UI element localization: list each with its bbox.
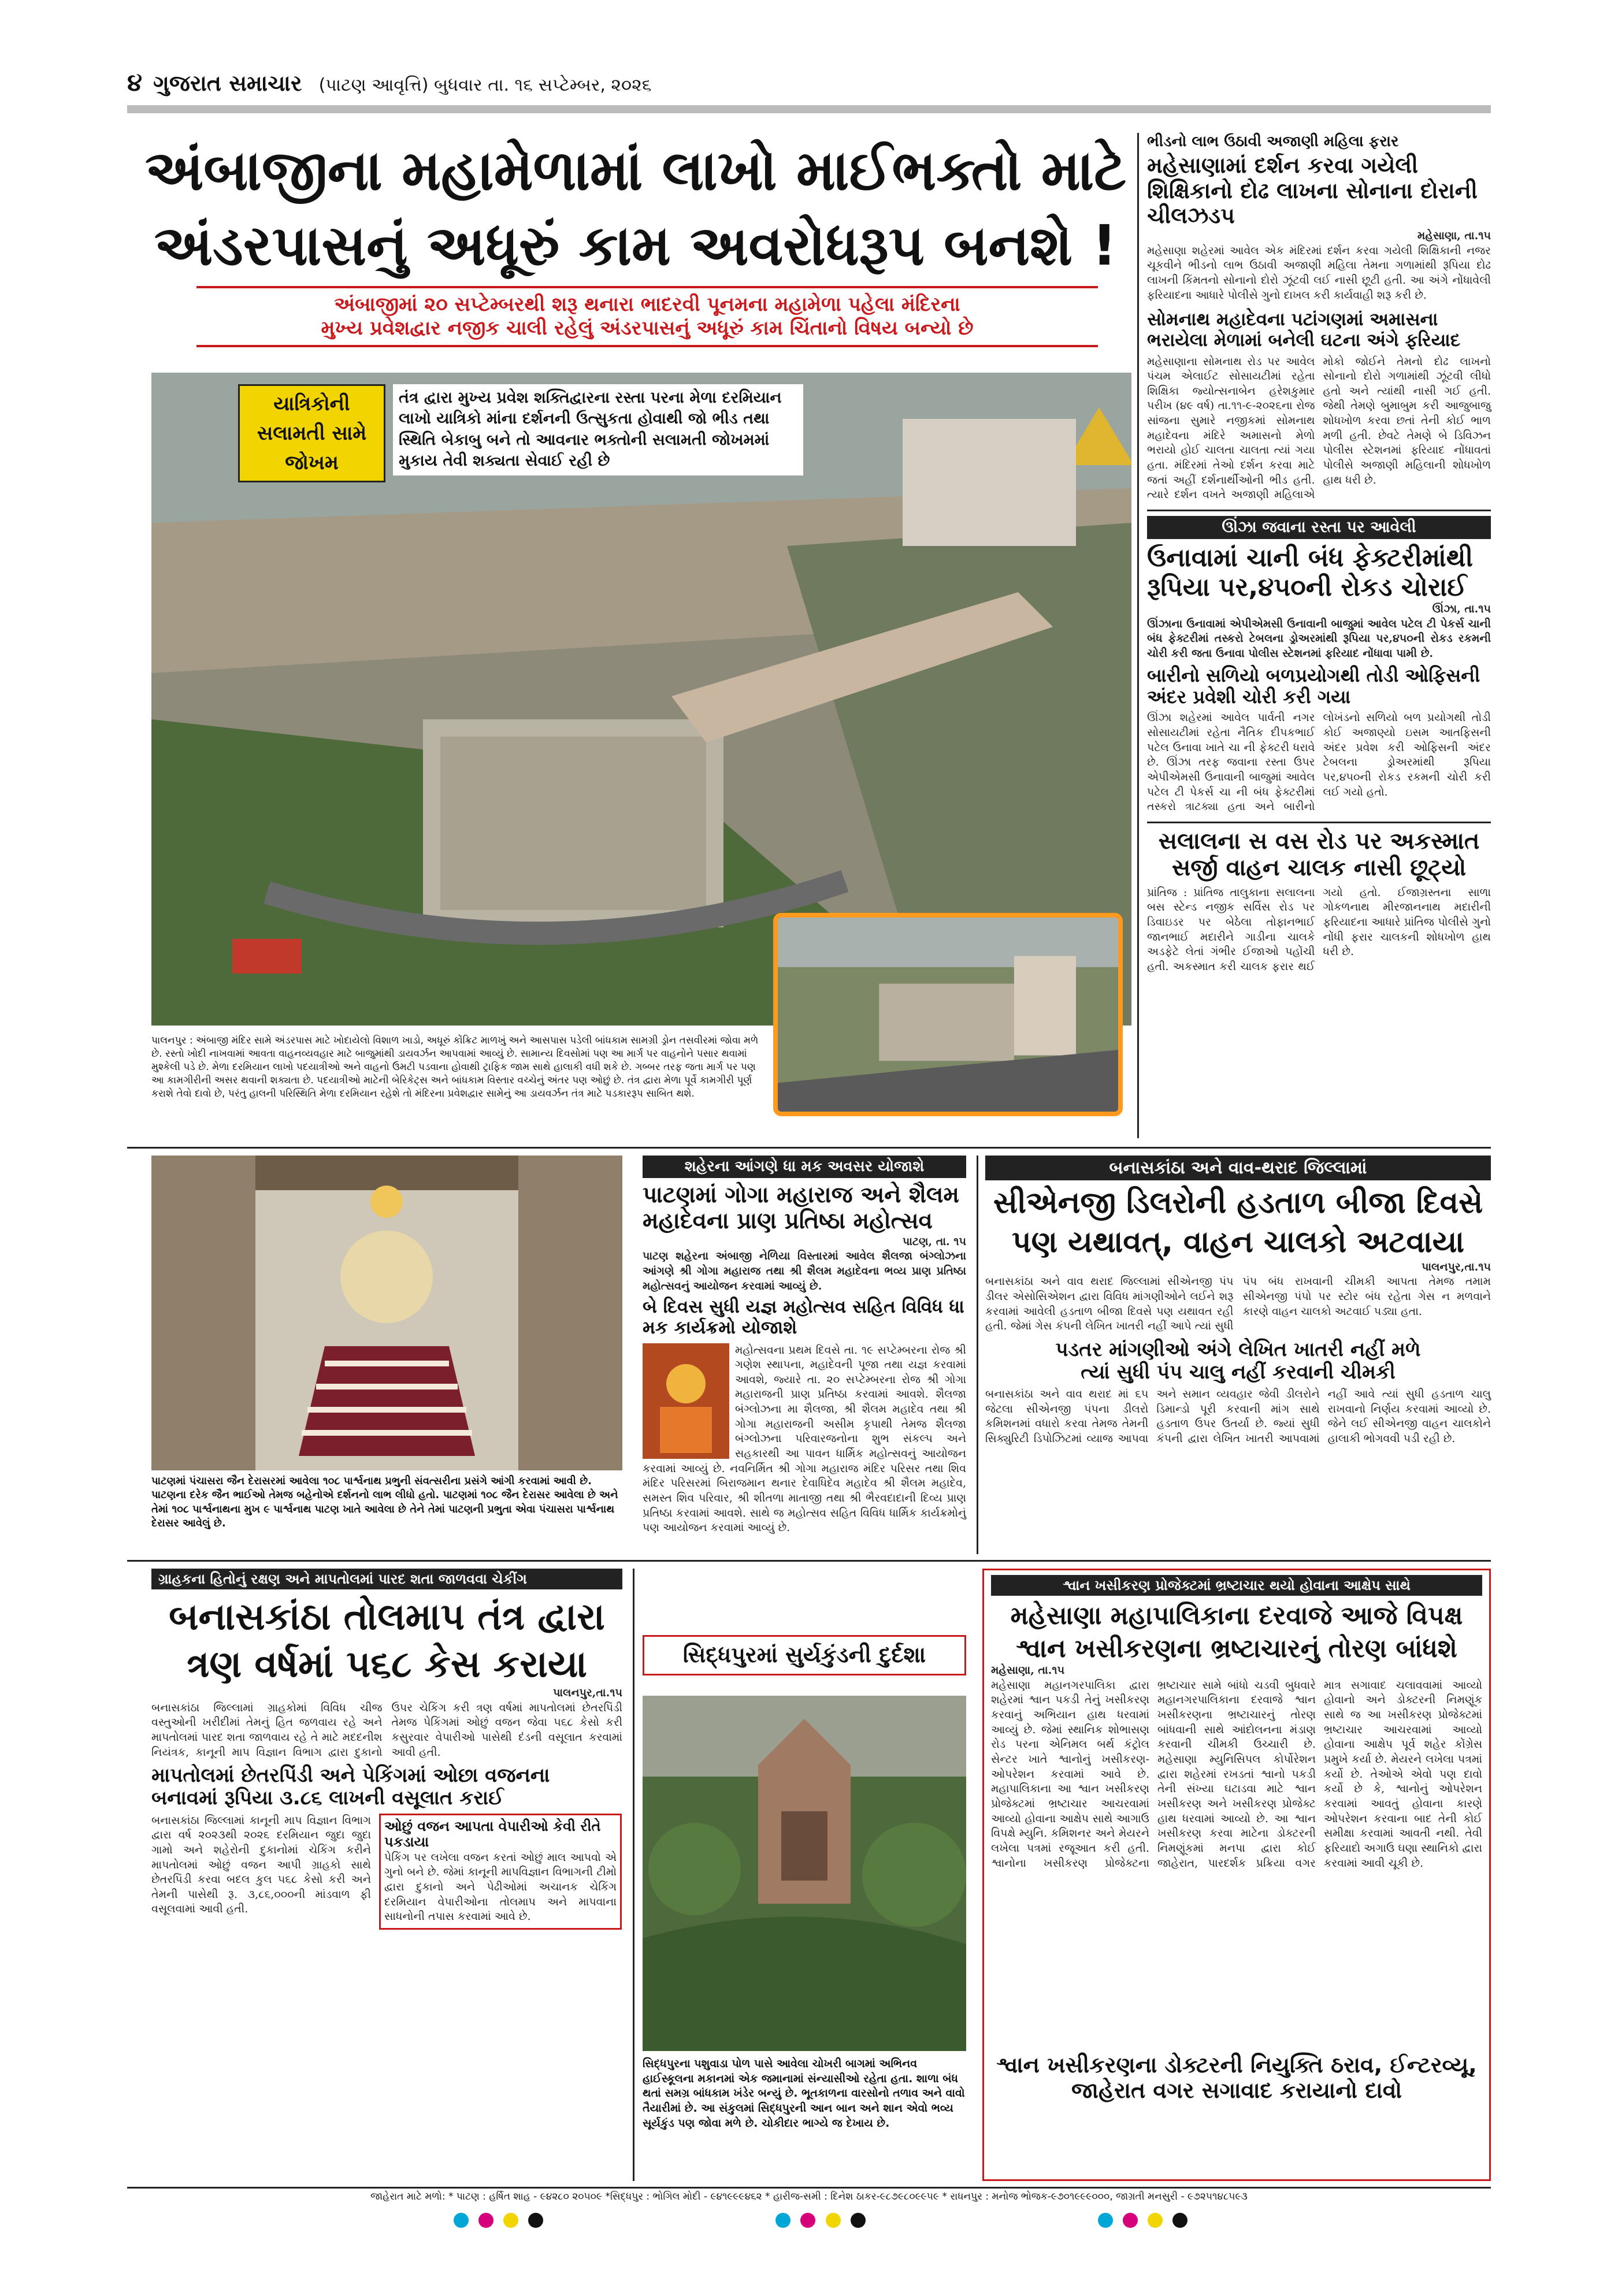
story1-kicker: ભીડનો લાભ ઉઠાવી અજાણી મહિલા ફરાર (1147, 133, 1491, 151)
paper-name: ગુજરાત સમાચાર (153, 70, 302, 96)
story4-headline: સલાલના સ વસ રોડ પર અકસ્માત સર્જી વાહન ચાલક નાસી છૂટ્યો (1158, 827, 1480, 881)
patan-dateline: પાટણ, તા. ૧૫ (902, 1235, 966, 1248)
right-rule-1 (1147, 510, 1491, 511)
mehsana-story (982, 1569, 1491, 2181)
jain-idol-photo (151, 1156, 622, 1470)
inset-photo (773, 913, 1123, 1116)
page-number: ૪ (127, 68, 143, 96)
mehsana-kicker: શ્વાન ખસીકરણ પ્રોજેક્ટમાં ભ્રષ્ટાચાર થયો હોવાના આક્ષેપ સાથે (991, 1575, 1482, 1596)
registration-marks (358, 2213, 1283, 2236)
story1-body: મહેસાણા શહેરમાં આવેલ એક મંદિરમાં દર્શન કરવા ગયેલી શિક્ષિકાની નજર ચૂકવીને ભીડનો લાભ ઉઠાવી અજાણી મહિલા તેમના ગળામાંથી રૂપિયા દોઢ લાખની કિંમતનો સોનાનો દોરો ઝૂંટવી લઈ નાસી છૂટી હતી. આ અંગે નોંધાવેલી ફરિયાદના આધારે પોલીસે ગુનો દાખલ કરી કાર્યવાહી શરૂ કરી છે. (1147, 244, 1491, 302)
consumer-subhead-2: બનાવમાં રૂપિયા ૩.૮૬ લાખની વસૂલાત કરાઈ (151, 1786, 504, 1810)
magenta-dot (800, 2213, 815, 2228)
yellow-dot (826, 2213, 841, 2228)
footer-rule (127, 2187, 1491, 2189)
suryakund-photo (643, 1696, 966, 2051)
consumer-dateline: પાલનપુર,તા.૧૫ (553, 1686, 622, 1700)
consumer-box-body: પેકિંગ પર લખેલા વજન કરતાં ઓછું માલ આપવો એ ગુનો બને છે. જેમાં કાનૂની માપવિજ્ઞાન વિભાગની ટીમો દ્વારા દુકાનો અને પેઢીઓમાં અચાનક ચેકિંગ દરમિયાન વેપારીઓના તોલમાપ અને માપવાના સાધનોની તપાસ કરવામાં આવે છે. (384, 1851, 617, 1923)
story3-subhead: બારીનો સળિયો બળપ્રયોગથી તોડી ઓફિસની અંદર પ્રવેશી ચોરી કરી ગયા (1147, 664, 1480, 708)
cng-body: બનાસકાંઠા અને વાવ થરાદ જિલ્લામાં સીએનજી પંપ ડીલર એસોસિએશન દ્વારા વિવિધ માંગણીઓને લઈને શરૂ કરવામાં આવેલી હડતાળ બીજા દિવસે પણ યથાવત રહી હતી. જેમાં ગેસ કંપની લેખિત ખાતરી નહીં આપે ત્યાં સુધી પંપ બંધ રાખવાની ચીમકી આપતા તેમજ તમામ સીએનજી પંપો પર સ્ટોર બંધ રહેતા ગેસ ન મળવાને કારણે વાહન ચાલકો અટવાઈ પડ્યા હતા. (985, 1275, 1491, 1333)
consumer-subhead-1: માપતોલમાં છેતરપિંડી અને પેકિંગમાં ઓછા વજનના (151, 1764, 550, 1788)
cng-body-2: બનાસકાંઠા અને વાવ થરાદ માં ૬૫ જેટલા સીએનજી પંપના ડીલરો કમિશનમાં વધારો કરવા તેમજ તેમની સિક્યુરિટી ડિપોઝિટમાં વ્યાજ આપવા અને સમાન વ્યવહાર જેવી ડીલરોને ડિમાન્ડો પૂરી કરવાની માંગ સાથે હડતાળ ઉપર ઉતર્યા છે. જ્યાં સુધી કંપની દ્વારા લેખિત ખાતરી આપવામાં નહીં આવે ત્યાં સુધી હડતાળ ચાલુ રાખવાનો નિર્ણય કરવામાં આવ્યો છે. જેને લઈ સીએનજી વાહન ચાલકોને હાલાકી ભોગવવી પડી રહી છે. (985, 1387, 1491, 1445)
black-dot (1172, 2213, 1187, 2228)
mehsana-headline-2: શ્વાન ખસીકરણના ભ્રષ્ટાચારનું તોરણ બાંધશે (1016, 1633, 1457, 1663)
lead-deck: અંબાજીમાં ૨૦ સપ્ટેમ્બરથી શરૂ થનારા ભાદરવી પૂનમના મહામેળા પહેલા મંદિરના મુખ્ય પ્રવેશદ્વાર નજીક ચાલી રહેલું અંડરપાસનું અધૂરું કામ ચિંતાનો વિષય બન્યો છે (196, 286, 1098, 347)
goga-maharaj-photo (643, 1343, 729, 1459)
story3-headline: ઉનાવામાં ચાની બંધ ફેક્ટરીમાંથી રૂપિયા પર,૪૫૦ની રોકડ ચોરાઈ (1147, 543, 1474, 602)
cng-subhead-2: ત્યાં સુધી પંપ ચાલુ નહીં કરવાની ચીમકી (1081, 1360, 1396, 1384)
cng-dateline: પાલનપુર,તા.૧૫ (1422, 1260, 1491, 1273)
cng-headline-1: સીએનજી ડિલરોની હડતાળ બીજા દિવસે (993, 1186, 1483, 1220)
consumer-box-title: ઓછું વજન આપતા વેપારીઓ કેવી રીતે પકડાયા (384, 1818, 601, 1851)
cng-story (985, 1156, 1491, 1447)
consumer-kicker: ગ્રાહકના હિતોનું રક્ષણ અને માપતોલમાં પારદ શતા જાળવવા ચેકીંગ (151, 1569, 622, 1589)
story2-body: મહેસાણાના સોમનાથ રોડ પર આવેલ પંચમ એલાઈટ સોસાયટીમાં રહેતા શિક્ષિકા જ્યોત્સનાબેન હરેશકુમાર પરીખ (૪૯ વર્ષ) તા.૧૧-૯-૨૦૨૬ના રોજ સાંજના સુમારે નજીકમાં સોમનાથ મહાદેવના મંદિરે અમાસનો મેળો ભરાયો હોઈ ચાલતા ચાલતા ત્યાં ગયા હતા. મંદિરમાં તેઓ દર્શન કરવા માટે જતાં અહીં દર્શનાર્થીઓની ભીડ હતી. ત્યારે દર્શન વખતે અજાણી મહિલાએ મોકો જોઈને તેમનો દોઢ લાખનો સોનાનો દોરો ગળામાંથી ઝૂંટવી લીધો હતો અને ત્યાંથી નાસી ગઈ હતી. જેથી તેમણે બુમાબુમ કરી આજુબાજુ શોધખોળ કરવા છતાં તેની કોઈ ભાળ મળી હતી. છેવટે તેમણે બે ડિવિઝન પોલીસ સ્ટેશનમાં ફરિયાદ નોંધાવતાં પોલીસે અજાણી મહિલાની શોધખોળ હાથ ધરી છે. (1147, 355, 1491, 501)
lead-caption: પાલનપુર : અંબાજી મંદિર સામે અંડરપાસ માટે ખોદાયેલો વિશાળ ખાડો, અધૂરું કોંક્રિટ માળખું અને આસપાસ પડેલી બાંધકામ સામગ્રી ડ્રોન તસવીરમાં જોવા મળે છે. રસ્તો ખોદી નાખવામાં આવતા વાહનવ્યવહાર માટે બાજુમાંથી ડાયવર્ઝન આપવામાં આવ્યું છે. સામાન્ય દિવસોમાં પણ આ માર્ગ પર વાહનોને પસાર થવામાં મુશ્કેલી પડે છે. મેળા દરમિયાન લાખો પદયાત્રીઓ અને વાહનો ઉમટી પડવાના હોવાથી ટ્રાફિક જામ સાથે હાલાકી વધી શકે છે. ગબ્બર તરફ જતા માર્ગ પર પણ આ કામગીરીની અસર થવાની શક્યતા છે. પદયાત્રીઓ માટેની બેરિકેટ્સ અને બાંધકામ વિસ્તાર વચ્ચેનું અંતર પણ ઓછું છે. તંત્ર દ્વારા મેળા પૂર્વે કામગીરી પૂર્ણ કરાશે તેવો દાવો છે, પરંતુ હાલની પરિસ્થિતિ મેળા દરમિયાન રહેશે તો મંદિરના પ્રવેશદ્વાર સામેનું આ ડાયવર્ઝન તંત્ર માટે પડકારરૂપ સાબિત થશે. (151, 1035, 759, 1099)
consumer-story (151, 1569, 622, 1930)
photo-tag: યાત્રિકોની સલામતી સામે જોખમ (238, 384, 385, 482)
story3-kicker: ઊંઝા જવાના રસ્તા પર આવેલી (1147, 516, 1491, 539)
cyan-dot (775, 2213, 791, 2228)
patan-headline: પાટણમાં ગોગા મહારાજ અને શૈલમ મહાદેવના પ્રાણ પ્રતિષ્ઠા મહોત્સવ (643, 1182, 959, 1234)
story2-headline: સોમનાથ મહાદેવના પટાંગણમાં અમાસના ભરાયેલા મેળામાં બનેલી ઘટના અંગે ફરિયાદ (1147, 309, 1461, 351)
jain-caption: પાટણમાં પંચાસરા જૈન દેરાસરમાં આવેલા ૧૦૮ પાર્શ્વનાથ પ્રભુની સંવત્સરીના પ્રસંગે આંગી કરવામાં આવી છે. પાટણના દરેક જૈન ભાઈઓ તેમજ બહેનોએ દર્શનનો લાભ લીધો હતો. પાટણમાં ૧૦૮ જૈન દેરાસર આવેલા છે અને તેમાં ૧૦૮ પાર્શ્વનાથના મુખ ૯ પાર્શ્વનાથ પાટણ ખાતે આવેલા છે તેને તેમાં પાટણની પ્રભુતા એવા પંચાસરા પાર્શ્વનાથ દેરાસર આવેલું છે. (151, 1475, 618, 1529)
masthead-rule (127, 105, 1491, 113)
patan-story (643, 1156, 966, 1536)
story3-body2: ઊંઝા શહેરમાં આવેલ પાર્વતી નગર સોસાયટીમાં રહેતા નૈતિક દીપકભાઈ પટેલ ઉનાવા ખાતે ચા ની ફેક્ટરી ધરાવે છે. ઊંઝા તરફ જવાના રસ્તા ઉપર એપીએમસી ઉનાવાની બાજુમાં આવેલ પટેલ ટી પેકર્સ ચા ની બંધ ફેક્ટરીમાં તસ્કરો ત્રાટક્યા હતા અને બારીનો લોખંડનો સળિયો બળ પ્રયોગથી તોડી કોઈ અજાણ્યો ઇસમ આતફિસની અંદર પ્રવેશ કરી ઓફિસની અંદર ટેબલના ડ્રોઅરમાંથી રૂપિયા પર,૪૫૦ની રોકડ રકમની ચોરી કરી લઈ ગયો હતો. (1147, 711, 1491, 813)
mehsana-headline-1: મહેસાણા મહાપાલિકાના દરવાજે આજે વિપક્ષ (1010, 1601, 1463, 1630)
magenta-dot (1123, 2213, 1138, 2228)
patan-subhead: બે દિવસ સુધી યજ્ઞ મહોત્સવ સહિત વિવિધ ધા મક કાર્યક્રમો યોજાશે (643, 1296, 964, 1338)
story1-headline: મહેસાણામાં દર્શન કરવા ગયેલી શિક્ષિકાનો દોઢ લાખના સોનાના દોરાની ચીલઝડપ (1147, 153, 1478, 229)
lead-headline: અંબાજીના મહામેળામાં લાખો માઈભક્તો માટે અંડરપાસનું અધૂરું કામ અવરોધરૂપ બનશે ! (144, 138, 1126, 278)
consumer-headline-1: બનાસકાંઠા તોલમાપ તંત્ર દ્વારા (169, 1596, 605, 1639)
consumer-box (379, 1814, 622, 1930)
cng-headline-2: પણ યથાવત્, વાહન ચાલકો અટવાયા (1011, 1224, 1465, 1260)
story1-dateline: મહેસાણા, તા.૧૫ (1417, 229, 1491, 243)
siddhpur-headline: સિદ્ધપુરમાં સુર્યકુંડની દુર્દશા (682, 1642, 926, 1667)
yellow-dot (1148, 2213, 1163, 2228)
lead-divider (1137, 133, 1139, 1138)
section-rule-top (127, 1147, 1491, 1149)
right-column (1147, 133, 1491, 975)
magenta-dot (478, 2213, 493, 2228)
edition-date: (પાટણ આવૃત્તિ) બુધવાર તા. ૧૬ સપ્ટેમ્બર, ૨૦૨૬ (318, 75, 652, 95)
consumer-headline-2: ત્રણ વર્ષમાં ૫૬૮ કેસ કરાયા (187, 1643, 587, 1686)
siddhpur-caption: સિદ્ધપુરના પશુવાડા પોળ પાસે આવેલા ચોખરી બાગમાં અભિનવ હાઈસ્કૂલના મકાનમાં એક જમાનામાં સંન્યાસીઓ રહેતા હતા. શાળા બંધ થતાં સમગ્ર બાંધકામ ખંડેર બન્યું છે. ભૂતકાળના વારસોનો તળાવ અને વાવો તૈયારીમાં છે. આ સંકુલમાં સિદ્ધપુરની આન બાન અને શાન એવો ભવ્ય સૂર્યકુંડ પણ જોવા મળે છે. ચોકીદાર ભાગ્યે જ દેખાય છે. (643, 2057, 965, 2130)
cng-subhead-1: પડતર માંગણીઓ અંગે લેખિત ખાતરી નહીં મળે (1055, 1338, 1421, 1361)
photo-blurb: તંત્ર દ્વારા મુખ્ય પ્રવેશ શક્તિદ્વારના રસ્તા પરના મેળા દરમિયાન લાખો યાત્રિકો માંના દર્શનની ઉત્સુકતા હોવાથી જો ભીડ તથા સ્થિતિ બેકાબુ બને તો આવનાર ભક્તોની સલામતી જોખમમાં મુકાય તેવી શક્યતા સેવાઈ રહી છે (393, 384, 803, 475)
cyan-dot (1098, 2213, 1113, 2228)
story3-dateline: ઊંઝા, તા.૧૫ (1432, 603, 1491, 616)
masthead (127, 68, 1491, 103)
mehsana-dateline: મહેસાણા, તા.૧૫ (991, 1664, 1065, 1677)
patan-divider (977, 1156, 978, 1554)
yellow-dot (503, 2213, 518, 2228)
black-dot (528, 2213, 543, 2228)
consumer-body: બનાસકાંઠા જિલ્લામાં ગ્રાહકોમાં વિવિધ ચીજ વસ્તુઓની ખરીદીમાં તેમનું હિત જળવાય રહે અને માપતોલમાં પારદ શતા જાળવાય રહે તે માટે મદદનીશ નિયંત્રક, કાનૂની માપ વિજ્ઞાન વિભાગ દ્વારા દુકાનો ઉપર ચેકિંગ કરી ત્રણ વર્ષમાં માપતોલમાં છેતરપિંડી તેમજ પેકિંગમાં ઓછું વજન જેવા ૫૬૮ કેસો કરી કસુરવાર વેપારીઓ પાસેથી દંડની વસૂલાત કરવામાં આવી હતી. (151, 1701, 622, 1759)
cyan-dot (454, 2213, 469, 2228)
black-dot (851, 2213, 866, 2228)
story4-body: પ્રાંતિજ : પ્રાંતિજ તાલુકાના સલાલના બસ સ્ટેન્ડ નજીક સર્વિસ રોડ પર ડિવાઇડર પર બેઠેલા તોફાનભાઈ જાનભાઈ મદારીને ગાડીના ચાલકે અડફેટે લેતાં ગંભીર ઈજાઓ પહોંચી હતી. અકસ્માત કરી ચાલક ફરાર થઈ ગયો હતો. ઈજાગ્રસ્તના સાળા ગોકળનાથ મીરજાનનાથ મદારીની ફરિયાદના આધારે પ્રાંતિજ પોલીસે ગુનો નોંધી ફરાર ચાલકની શોધખોળ હાથ ધરી છે. (1147, 886, 1491, 973)
footer-ad-contacts: જાહેરાત માટે મળો: * પાટણ : હર્ષિત શાહ - ૯૪૨૮૦ ૨૦૫૦૯ *સિદ્ધપુર : ભોગિલ મોદી - ૯૪૧૯૯૯૪૬૨ * હારીજ-સમી : દિનેશ ઠાકર-૯૮૭૯૮૦૯૯૫૯ * રાધનપુર : મનોજ ભોજક-૯૭૦૧૯૯૯૦૦૦, જાગ્રતી મનસુરી - ૯૭૨૫૧૪૮૫૯૩ (370, 2191, 1248, 2202)
cng-kicker: બનાસકાંઠા અને વાવ-થરાદ જિલ્લામાં (985, 1156, 1491, 1180)
story3-body: ઊંઝાના ઉનાવામાં એપીએમસી ઉનાવાની બાજુમાં આવેલ પટેલ ટી પેકર્સ ચાની બંધ ફેક્ટરીમાં તસ્કરો ટેબલના ડ્રોઅરમાંથી રૂપિયા પર,૪૫૦ની રોકડ રકમની ચોરી કરી જતા ઉનાવા પોલીસ સ્ટેશનમાં ફરિયાદ નોંધાવા પામી છે. (1147, 617, 1491, 660)
mehsana-body: મહેસાણા મહાનગરપાલિકા દ્વારા શહેરમાં શ્વાન પકડી તેનું ખસીકરણ કરવાનું અભિયાન હાથ ધરવામાં આવ્યું છે. જેમાં સ્થાનિક શોભાસણ રોડ પરના એનિમલ બર્થ કંટ્રોલ સેન્ટર ખાતે શ્વાનોનું ખસીકરણ-ઓપરેશન કરવામાં આવે છે. મહાપાલિકાના આ શ્વાન ખસીકરણ પ્રોજેક્ટમાં ભ્રષ્ટાચાર આચરવામાં આવ્યો હોવાના આક્ષેપ સાથે આગાઉ વિપક્ષે મ્યુનિ. કમિશનર અને મેયરને લખેલા પત્રમાં રજૂઆત કરી હતી. શ્વાનોના ખસીકરણ પ્રોજેક્ટના ભ્રષ્ટાચાર સામે બાંધો ચડવી બુધવારે મહાનગરપાલિકાના દરવાજે શ્વાન ખસીકરણના ભ્રષ્ટાચારનું તોરણ બાંધવાની સાથે આંદોલનના મંડાણ કરવાની ચીમકી ઉચ્ચારી છે. મહેસાણા મ્યુનિસિપલ કોર્પોરેશન દ્વારા શહેરમાં રખડતાં શ્વાનો પકડી તેની સંખ્યા ઘટાડવા માટે શ્વાન ખસીકરણ અને ખસીકરણ પ્રોજેક્ટ હાથ ધરવામાં આવ્યો છે. આ શ્વાન ખસીકરણ કરવા માટેના ડોક્ટરની નિમણૂંકમાં મનપા દ્વારા કોઈ જાહેરાત, પારદર્શક પ્રક્રિયા વગર માત્ર સગાવાદ ચલાવવામાં આવ્યો હોવાનો અને ડોક્ટરની નિમણૂંક સાથે જ આ ખસીકરણ પ્રોજેક્ટમાં ભ્રષ્ટાચાર આચરવામાં આવ્યો હોવાના આક્ષેપ પૂર્વ શહેર કોંગ્રેસ પ્રમુખે કર્યા છે. મેયરને લખેલા પત્રમાં કર્યો છે. તેઓએ એવો પણ દાવો કર્યો છે કે, શ્વાનોનું ઓપરેશન કરવામાં આવતું હોવાના કારણે ઓપરેશન કરવાના બાદ તેની કોઈ સમીક્ષા કરવામાં આવતી નથી. તેવી ફરિયાદો અગાઉ ઘણા સ્થાનિકો દ્વારા કરવામાં આવી ચૂકી છે. (991, 1678, 1482, 1870)
patan-intro: પાટણ શહેરના અંબાજી નેળિયા વિસ્તારમાં આવેલ શૈલજા બંગ્લોઝના આંગણે શ્રી ગોગા મહારાજ તથા શ્રી શૈલમ મહાદેવના ભવ્ય પ્રાણ પ્રતિષ્ઠા મહોત્સવનું આયોજન કરવામાં આવ્યું છે. (643, 1250, 966, 1292)
section-rule-mid (127, 1560, 1491, 1562)
consumer-divider (633, 1569, 634, 2181)
right-rule-2 (1147, 822, 1491, 823)
patan-body: મહોત્સવના પ્રથમ દિવસે તા. ૧૯ સપ્ટેમ્બરના રોજ શ્રી ગણેશ સ્થાપના, મહાદેવની પૂજા તથા યજ્ઞ કરવામાં આવશે, જ્યારે તા. ૨૦ સપ્ટેમ્બરના રોજ શ્રી ગોગા મહારાજની પ્રાણ પ્રતિષ્ઠા કરવામાં આવશે. શૈલજા બંગ્લોઝના મા શૈલજા, શ્રી શૈલમ મહાદેવ તથા શ્રી ગોગા મહારાજની અસીમ કૃપાથી તેમજ શૈલજા બંગ્લોઝના પરિવારજનોના શુભ સંકલ્પ અને સહકારથી આ પાવન ધાર્મિક મહોત્સવનું આયોજન કરવામાં આવ્યું છે. નવનિર્મિત શ્રી ગોગા મહારાજ મંદિર પરિસર તથા શિવ મંદિર પરિસરમાં બિરાજમાન થનાર દેવાધિદેવ મહાદેવ શ્રી શૈલમ મહાદેવ, સમસ્ત શિવ પરિવાર, શ્રી શીતળા માતાજી તથા શ્રી ભૈરવદાદાની દિવ્ય પ્રાણ પ્રતિષ્ઠા કરવામાં આવશે. સાથે જ મહોત્સવ સહિત વિવિધ ધાર્મિક કાર્યક્રમોનું પણ આયોજન કરવામાં આવ્યું છે. (643, 1343, 966, 1535)
mehsana-subhead: શ્વાન ખસીકરણના ડોક્ટરની નિયુક્તિ ઠરાવ, ઈન્ટરવ્યૂ, જાહેરાત વગર સગાવાદ કરાયાનો દાવો (996, 2052, 1477, 2103)
patan-kicker: શહેરના આંગણે ધા મક અવસર યોજાશે (643, 1156, 966, 1178)
consumer-body-2: બનાસકાંઠા જિલ્લામાં કાનૂની માપ વિજ્ઞાન વિભાગ દ્વારા વર્ષ ૨૦૨૩થી ૨૦૨૬ દરમિયાન જુદા જુદા ગામો અને શહેરોની દુકાનોમાં ચેકિંગ કરીને માપતોલમાં ઓછું વજન આપી ગ્રાહકો સાથે છેતરપિંડી કરવા બદલ કુલ ૫૬૮ કેસો કરી અને તેમની પાસેથી રૂ. ૩,૮૬,૦૦૦ની માંડવાળ ફી વસૂલવામાં આવી હતી. (151, 1814, 371, 1916)
siddhpur-headline-box (643, 1635, 966, 1675)
